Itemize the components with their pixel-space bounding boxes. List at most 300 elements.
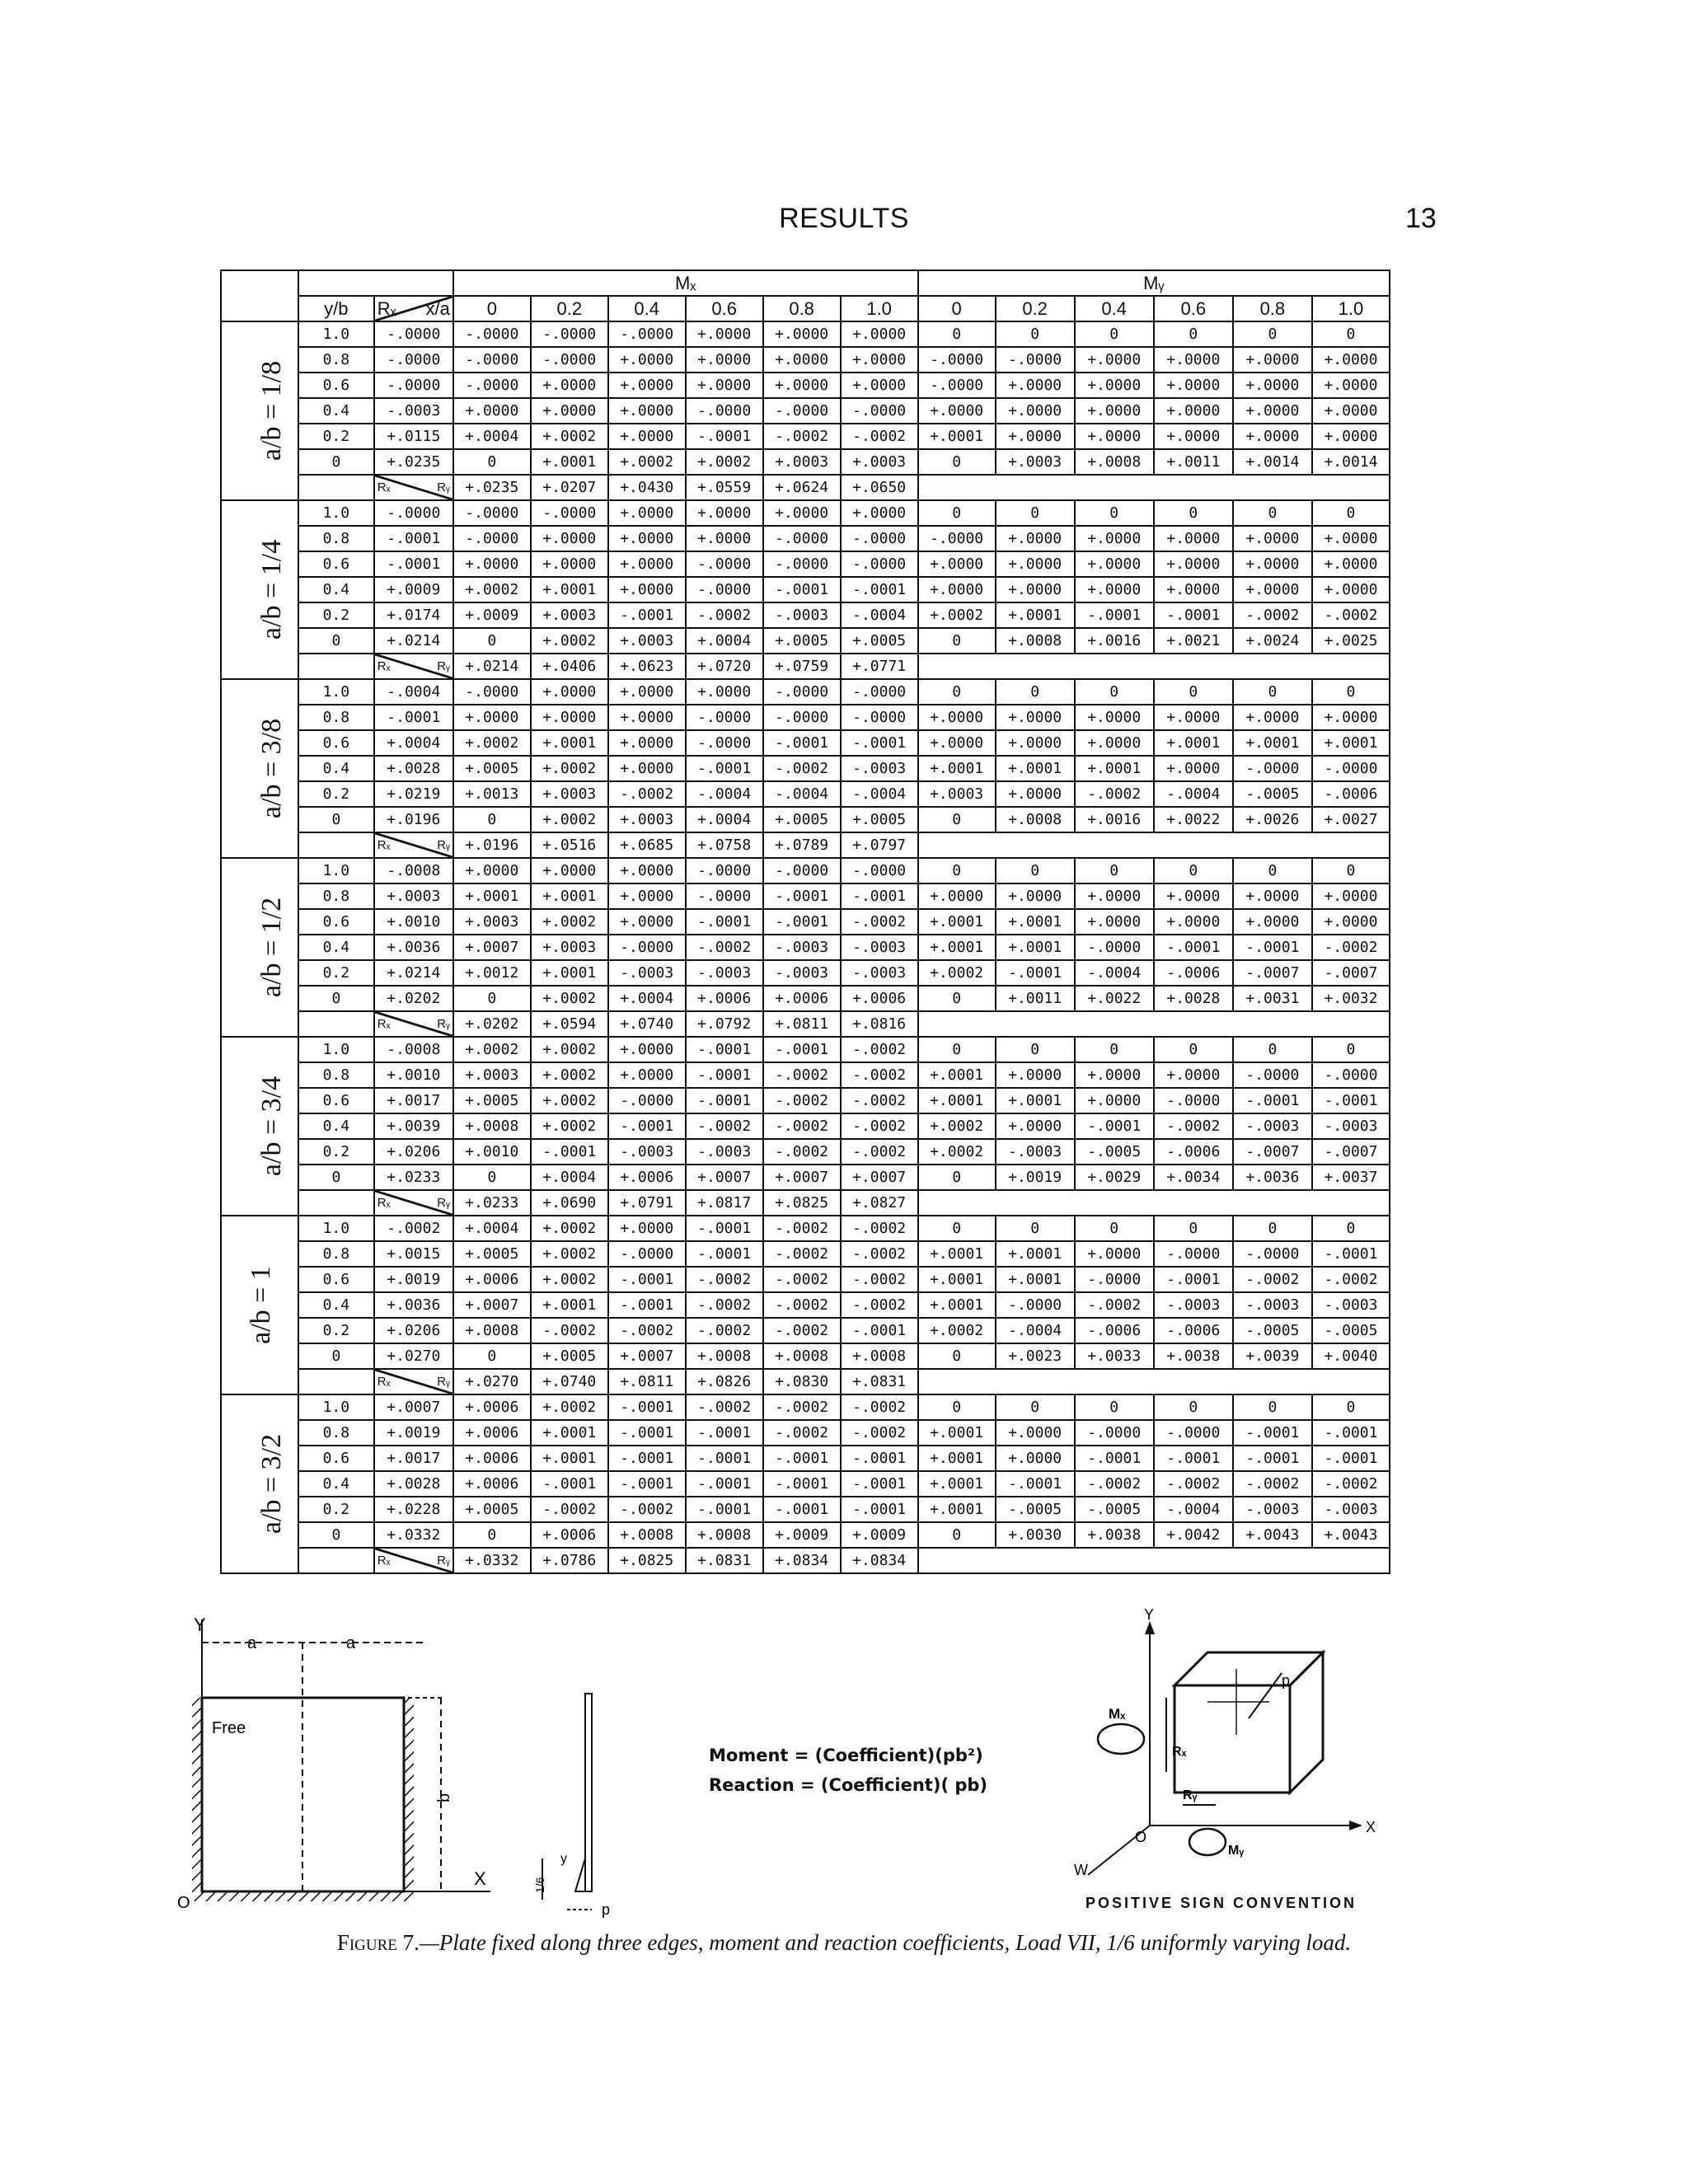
mx-cell: +.0002 (531, 1267, 608, 1292)
my-cell: -.0003 (1312, 1113, 1390, 1139)
mx-cell: -.0002 (763, 1292, 841, 1318)
mx-cell: +.0000 (686, 347, 763, 373)
my-cell: -.0005 (1075, 1497, 1154, 1522)
section-y-label: y (560, 1852, 567, 1866)
mx-cell: -.0003 (686, 1139, 763, 1165)
my-cell: 0 (1154, 679, 1233, 705)
mx-cell: -.0000 (686, 398, 763, 424)
free-edge-label: Free (212, 1719, 246, 1737)
rx-cell: +.0219 (374, 781, 453, 807)
mx-cell: +.0000 (531, 858, 608, 883)
mx-cell: -.0000 (686, 551, 763, 577)
my-cell: -.0000 (1233, 1062, 1312, 1088)
my-cell: 0 (1312, 321, 1390, 347)
mx-cell: -.0001 (608, 1394, 686, 1420)
my-cell: +.0000 (1312, 909, 1390, 935)
ry-cell: +.0817 (686, 1190, 763, 1216)
mx-cell: -.0003 (686, 960, 763, 986)
my-cell: +.0000 (1075, 347, 1154, 373)
my-cell: -.0001 (1233, 1446, 1312, 1471)
section-label: a/b = 3/4 (221, 1037, 298, 1216)
my-cell: -.0001 (1075, 1446, 1154, 1471)
mx-cell: -.0001 (686, 1216, 763, 1241)
yb-cell: 0.6 (298, 1446, 374, 1471)
my-header: Mᵧ (918, 270, 1390, 296)
my-cell: 0 (918, 1165, 996, 1190)
rx-cell: +.0039 (374, 1113, 453, 1139)
mx-cell: -.0002 (763, 1216, 841, 1241)
mx-cell: +.0000 (686, 373, 763, 398)
mx-cell: 0 (453, 449, 531, 475)
my-cell: +.0000 (996, 1062, 1075, 1088)
yb-cell: 0.2 (298, 602, 374, 628)
mx-cell: -.0002 (686, 1113, 763, 1139)
my-cell: +.0028 (1154, 986, 1233, 1011)
my-cell: -.0001 (1075, 1113, 1154, 1139)
my-cell: -.0000 (1075, 1267, 1154, 1292)
mx-cell: +.0004 (686, 628, 763, 654)
mx-cell: +.0003 (608, 807, 686, 832)
mx-cell: +.0000 (531, 373, 608, 398)
mx-cell: -.0002 (841, 1420, 918, 1446)
mx-cell: +.0000 (608, 577, 686, 602)
x-axis-label: X (474, 1868, 486, 1889)
my-cell: -.0000 (996, 347, 1075, 373)
mx-cell: +.0000 (608, 424, 686, 449)
mx-cell: +.0008 (453, 1113, 531, 1139)
mx-cell: -.0000 (531, 321, 608, 347)
my-cell: +.0000 (1312, 398, 1390, 424)
ry-row (221, 1369, 1390, 1394)
my-cell: +.0000 (1312, 551, 1390, 577)
table-row (221, 398, 1390, 424)
my-cell: +.0000 (1154, 398, 1233, 424)
my-cell: +.0022 (1075, 986, 1154, 1011)
my-col-header: 1.0 (1312, 296, 1390, 321)
mx-cell: 0 (453, 1343, 531, 1369)
mx-cell: -.0000 (763, 679, 841, 705)
table-row (221, 551, 1390, 577)
my-cell: +.0000 (996, 1113, 1075, 1139)
mx-cell: -.0001 (686, 1241, 763, 1267)
rx-ry-label: Rₓ Rᵧ (374, 475, 453, 500)
my-cell: +.0000 (1154, 551, 1233, 577)
my-cell: 0 (1154, 1394, 1233, 1420)
mx-cell: -.0001 (686, 1088, 763, 1113)
mx-cell: -.0004 (841, 602, 918, 628)
mx-cell: -.0000 (763, 551, 841, 577)
table-row (221, 449, 1390, 475)
conv-rx-label: Rₓ (1172, 1745, 1187, 1759)
ry-cell: +.0270 (453, 1369, 531, 1394)
my-cell: -.0002 (1233, 1267, 1312, 1292)
my-cell: +.0000 (1233, 424, 1312, 449)
xa-label: x/a (425, 298, 450, 319)
my-cell: -.0002 (1233, 602, 1312, 628)
table-row (221, 1292, 1390, 1318)
mx-cell: +.0003 (841, 449, 918, 475)
my-cell: +.0034 (1154, 1165, 1233, 1190)
yb-cell: 0 (298, 628, 374, 654)
mx-cell: -.0002 (608, 1497, 686, 1522)
my-cell: +.0000 (1075, 730, 1154, 756)
mx-cell: -.0002 (841, 424, 918, 449)
mx-cell: -.0000 (841, 858, 918, 883)
rx-cell: -.0003 (374, 398, 453, 424)
ry-cell: +.0594 (531, 1011, 608, 1037)
mx-cell: +.0005 (841, 807, 918, 832)
my-cell: +.0000 (1312, 883, 1390, 909)
my-cell: +.0002 (918, 1318, 996, 1343)
my-col-header: 0.8 (1233, 296, 1312, 321)
my-cell: +.0000 (918, 398, 996, 424)
my-cell: 0 (918, 986, 996, 1011)
my-cell: 0 (1154, 1216, 1233, 1241)
rx-cell: +.0233 (374, 1165, 453, 1190)
my-cell: -.0003 (1312, 1497, 1390, 1522)
rx-cell: +.0028 (374, 756, 453, 781)
my-cell: -.0000 (1312, 756, 1390, 781)
mx-cell: -.0002 (763, 756, 841, 781)
mx-cell: -.0001 (763, 909, 841, 935)
table-row (221, 858, 1390, 883)
rx-cell: +.0028 (374, 1471, 453, 1497)
table-row (221, 1062, 1390, 1088)
page-title: RESULTS (779, 203, 909, 234)
section-label: a/b = 1 (221, 1216, 298, 1394)
mx-cell: -.0003 (841, 756, 918, 781)
my-cell: -.0005 (996, 1497, 1075, 1522)
mx-cell: +.0000 (608, 679, 686, 705)
blank-cell (298, 1011, 374, 1037)
mx-cell: -.0002 (841, 1062, 918, 1088)
my-col-header: 0.6 (1154, 296, 1233, 321)
mx-cell: +.0002 (531, 1088, 608, 1113)
mx-cell: -.0000 (763, 858, 841, 883)
my-cell: +.0000 (1233, 577, 1312, 602)
mx-cell: -.0001 (763, 577, 841, 602)
yb-cell: 0.6 (298, 551, 374, 577)
mx-cell: +.0009 (763, 1522, 841, 1548)
my-cell: +.0042 (1154, 1522, 1233, 1548)
mx-cell: +.0000 (686, 526, 763, 551)
my-cell: -.0002 (1075, 781, 1154, 807)
mx-cell: -.0002 (686, 1394, 763, 1420)
my-moment-arc (1189, 1829, 1226, 1855)
my-cell: 0 (1075, 500, 1154, 526)
my-cell: +.0008 (996, 807, 1075, 832)
my-cell: -.0000 (1154, 1088, 1233, 1113)
yb-cell: 1.0 (298, 1037, 374, 1062)
ry-cell: +.0332 (453, 1548, 531, 1573)
mx-cell: +.0000 (763, 321, 841, 347)
rx-cell: +.0019 (374, 1420, 453, 1446)
my-cell: 0 (1154, 321, 1233, 347)
table-row (221, 705, 1390, 730)
table-row (221, 730, 1390, 756)
ry-cell: +.0789 (763, 832, 841, 858)
mx-cell: -.0002 (841, 1037, 918, 1062)
mx-cell: +.0006 (531, 1522, 608, 1548)
mx-cell: -.0001 (608, 1446, 686, 1471)
my-cell: +.0001 (918, 1446, 996, 1471)
table-row (221, 1318, 1390, 1343)
my-cell: 0 (918, 858, 996, 883)
my-cell: -.0001 (1154, 1446, 1233, 1471)
my-cell: -.0007 (1233, 1139, 1312, 1165)
rx-cell: +.0332 (374, 1522, 453, 1548)
mx-cell: -.0001 (686, 1420, 763, 1446)
mx-cell: +.0005 (453, 756, 531, 781)
ry-cell: +.0235 (453, 475, 531, 500)
mx-cell: -.0002 (531, 1497, 608, 1522)
mx-cell: -.0001 (841, 1471, 918, 1497)
my-cell: 0 (1075, 1394, 1154, 1420)
mx-cell: -.0002 (686, 602, 763, 628)
mx-cell: +.0009 (841, 1522, 918, 1548)
my-cell: +.0000 (1154, 756, 1233, 781)
my-cell: -.0003 (1312, 1292, 1390, 1318)
mx-cell: +.0002 (453, 1037, 531, 1062)
my-cell: +.0000 (918, 883, 996, 909)
my-cell: 0 (1154, 858, 1233, 883)
caption-label: Figure 7. (336, 1930, 420, 1955)
my-cell: +.0000 (1075, 373, 1154, 398)
ry-cell: +.0825 (608, 1548, 686, 1573)
my-cell: 0 (1312, 1216, 1390, 1241)
mx-cell: +.0006 (608, 1165, 686, 1190)
yb-cell: 0.2 (298, 781, 374, 807)
my-cell: 0 (918, 1394, 996, 1420)
my-cell: +.0019 (996, 1165, 1075, 1190)
mx-cell: +.0005 (763, 628, 841, 654)
mx-cell: -.0000 (763, 526, 841, 551)
mx-cell: -.0004 (763, 781, 841, 807)
table-row (221, 1216, 1390, 1241)
yb-cell: 0.2 (298, 960, 374, 986)
my-cell: 0 (1075, 1216, 1154, 1241)
mx-cell: -.0001 (763, 1446, 841, 1471)
mx-cell: -.0002 (686, 1318, 763, 1343)
my-cell: +.0033 (1075, 1343, 1154, 1369)
my-cell: 0 (1312, 858, 1390, 883)
rx-cell: +.0015 (374, 1241, 453, 1267)
mx-cell: +.0008 (763, 1343, 841, 1369)
mx-cell: -.0000 (453, 526, 531, 551)
my-cell: +.0001 (918, 1267, 996, 1292)
my-cell: -.0001 (996, 1471, 1075, 1497)
ry-cell: +.0650 (841, 475, 918, 500)
my-col-header: 0.2 (996, 296, 1075, 321)
mx-cell: -.0000 (608, 1088, 686, 1113)
rx-ry-label: Rₓ Rᵧ (374, 654, 453, 679)
mx-cell: +.0000 (841, 347, 918, 373)
my-cell: +.0001 (1233, 730, 1312, 756)
mx-cell: -.0000 (453, 373, 531, 398)
mx-cell: -.0001 (841, 1497, 918, 1522)
yb-cell: 0.4 (298, 398, 374, 424)
my-cell: -.0002 (1233, 1471, 1312, 1497)
mx-cell: 0 (453, 986, 531, 1011)
mx-cell: +.0000 (608, 347, 686, 373)
mx-cell: -.0002 (841, 1267, 918, 1292)
mx-cell: 0 (453, 1522, 531, 1548)
mx-cell: -.0002 (841, 1292, 918, 1318)
mx-cell: -.0000 (608, 321, 686, 347)
mx-cell: -.0000 (841, 398, 918, 424)
my-cell: 0 (996, 1216, 1075, 1241)
my-cell: -.0002 (1312, 935, 1390, 960)
my-cell: 0 (918, 628, 996, 654)
my-cell: +.0000 (1075, 1062, 1154, 1088)
mx-cell: -.0002 (841, 1088, 918, 1113)
my-cell: +.0039 (1233, 1343, 1312, 1369)
rx-cell: -.0001 (374, 526, 453, 551)
rx-cell: -.0008 (374, 858, 453, 883)
mx-cell: +.0003 (453, 1062, 531, 1088)
yb-cell: 0.4 (298, 1113, 374, 1139)
mx-cell: +.0000 (763, 500, 841, 526)
ry-cell: +.0827 (841, 1190, 918, 1216)
my-cell: +.0000 (996, 577, 1075, 602)
my-cell: -.0000 (1233, 756, 1312, 781)
mx-cell: -.0000 (686, 883, 763, 909)
my-cell: +.0000 (1233, 373, 1312, 398)
mx-cell: -.0002 (686, 1292, 763, 1318)
my-cell: +.0001 (918, 756, 996, 781)
my-cell: 0 (1312, 679, 1390, 705)
my-cell: +.0001 (996, 1267, 1075, 1292)
mx-cell: +.0005 (453, 1241, 531, 1267)
mx-cell: +.0002 (531, 628, 608, 654)
mx-cell: -.0003 (763, 602, 841, 628)
mx-cell: -.0001 (686, 1037, 763, 1062)
mx-cell: -.0000 (453, 321, 531, 347)
yb-cell: 0.8 (298, 1241, 374, 1267)
mx-cell: -.0004 (686, 781, 763, 807)
mx-cell: +.0000 (608, 373, 686, 398)
my-cell: +.0001 (1154, 730, 1233, 756)
my-cell: -.0000 (1312, 1062, 1390, 1088)
mx-cell: +.0001 (531, 1420, 608, 1446)
ry-cell: +.0759 (763, 654, 841, 679)
mx-cell: +.0002 (531, 1241, 608, 1267)
my-cell: +.0000 (1312, 424, 1390, 449)
mx-cell: -.0000 (841, 705, 918, 730)
my-cell: -.0001 (1312, 1241, 1390, 1267)
rx-cell: +.0019 (374, 1267, 453, 1292)
yb-cell: 0.4 (298, 756, 374, 781)
mx-col-header: 0.4 (608, 296, 686, 321)
my-cell: +.0001 (996, 1088, 1075, 1113)
mx-cell: 0 (453, 807, 531, 832)
mx-cell: +.0006 (453, 1471, 531, 1497)
my-cell: +.0001 (918, 1497, 996, 1522)
mx-cell: +.0005 (841, 628, 918, 654)
mx-cell: -.0002 (763, 1394, 841, 1420)
my-cell: -.0001 (1154, 1267, 1233, 1292)
coefficient-table (220, 269, 1390, 1574)
mx-cell: +.0000 (608, 526, 686, 551)
mx-cell: +.0000 (453, 398, 531, 424)
table-row (221, 1446, 1390, 1471)
load-triangle (575, 1858, 585, 1891)
rx-cell: +.0235 (374, 449, 453, 475)
my-cell: +.0025 (1312, 628, 1390, 654)
my-cell: +.0022 (1154, 807, 1233, 832)
my-cell: -.0000 (1075, 935, 1154, 960)
my-cell: +.0002 (918, 960, 996, 986)
mx-cell: -.0001 (608, 1113, 686, 1139)
my-cell: +.0023 (996, 1343, 1075, 1369)
yb-cell: 1.0 (298, 321, 374, 347)
plate-diagram (161, 1615, 507, 1912)
mx-cell: +.0013 (453, 781, 531, 807)
mx-cell: -.0004 (841, 781, 918, 807)
yb-cell: 1.0 (298, 858, 374, 883)
mx-cell: +.0006 (841, 986, 918, 1011)
my-cell: +.0001 (918, 1292, 996, 1318)
my-cell: 0 (1233, 1037, 1312, 1062)
conv-w-label: W (1074, 1862, 1088, 1878)
my-cell: +.0003 (996, 449, 1075, 475)
mx-cell: -.0001 (531, 1139, 608, 1165)
mx-cell: -.0001 (608, 1292, 686, 1318)
ry-cell: +.0516 (531, 832, 608, 858)
yb-cell: 0 (298, 1522, 374, 1548)
mx-cell: +.0000 (531, 705, 608, 730)
blank-cell (918, 1011, 1390, 1037)
my-cell: -.0001 (1233, 1088, 1312, 1113)
rx-cell: -.0001 (374, 551, 453, 577)
mx-cell: +.0006 (453, 1267, 531, 1292)
my-cell: +.0001 (918, 935, 996, 960)
table-row (221, 321, 1390, 347)
yb-cell: 0.6 (298, 909, 374, 935)
section-frac-label: 1/6 (533, 1877, 546, 1893)
mx-cell: +.0006 (686, 986, 763, 1011)
my-cell: +.0011 (1154, 449, 1233, 475)
rx-cell: -.0001 (374, 705, 453, 730)
mx-cell: +.0000 (453, 858, 531, 883)
section-label: a/b = 3/8 (221, 679, 298, 858)
my-cell: -.0005 (1233, 1318, 1312, 1343)
my-cell: +.0000 (996, 398, 1075, 424)
my-cell: -.0007 (1233, 960, 1312, 986)
my-cell: +.0038 (1154, 1343, 1233, 1369)
blank-group-header (298, 270, 453, 296)
mx-cell: -.0000 (763, 398, 841, 424)
table-row (221, 807, 1390, 832)
my-cell: -.0001 (1154, 935, 1233, 960)
mx-col-header: 0.8 (763, 296, 841, 321)
mx-cell: -.0000 (686, 858, 763, 883)
my-cell: -.0001 (996, 960, 1075, 986)
table-row (221, 347, 1390, 373)
rx-cell: -.0004 (374, 679, 453, 705)
mx-cell: +.0000 (608, 1062, 686, 1088)
mx-cell: +.0003 (453, 909, 531, 935)
rx-ry-label: Rₓ Rᵧ (374, 832, 453, 858)
rx-cell: +.0036 (374, 935, 453, 960)
table-row (221, 500, 1390, 526)
ry-cell: +.0786 (531, 1548, 608, 1573)
my-cell: -.0007 (1312, 1139, 1390, 1165)
my-cell: -.0004 (1075, 960, 1154, 986)
mx-cell: +.0005 (453, 1088, 531, 1113)
yb-cell: 0.6 (298, 1088, 374, 1113)
my-cell: -.0003 (1233, 1497, 1312, 1522)
